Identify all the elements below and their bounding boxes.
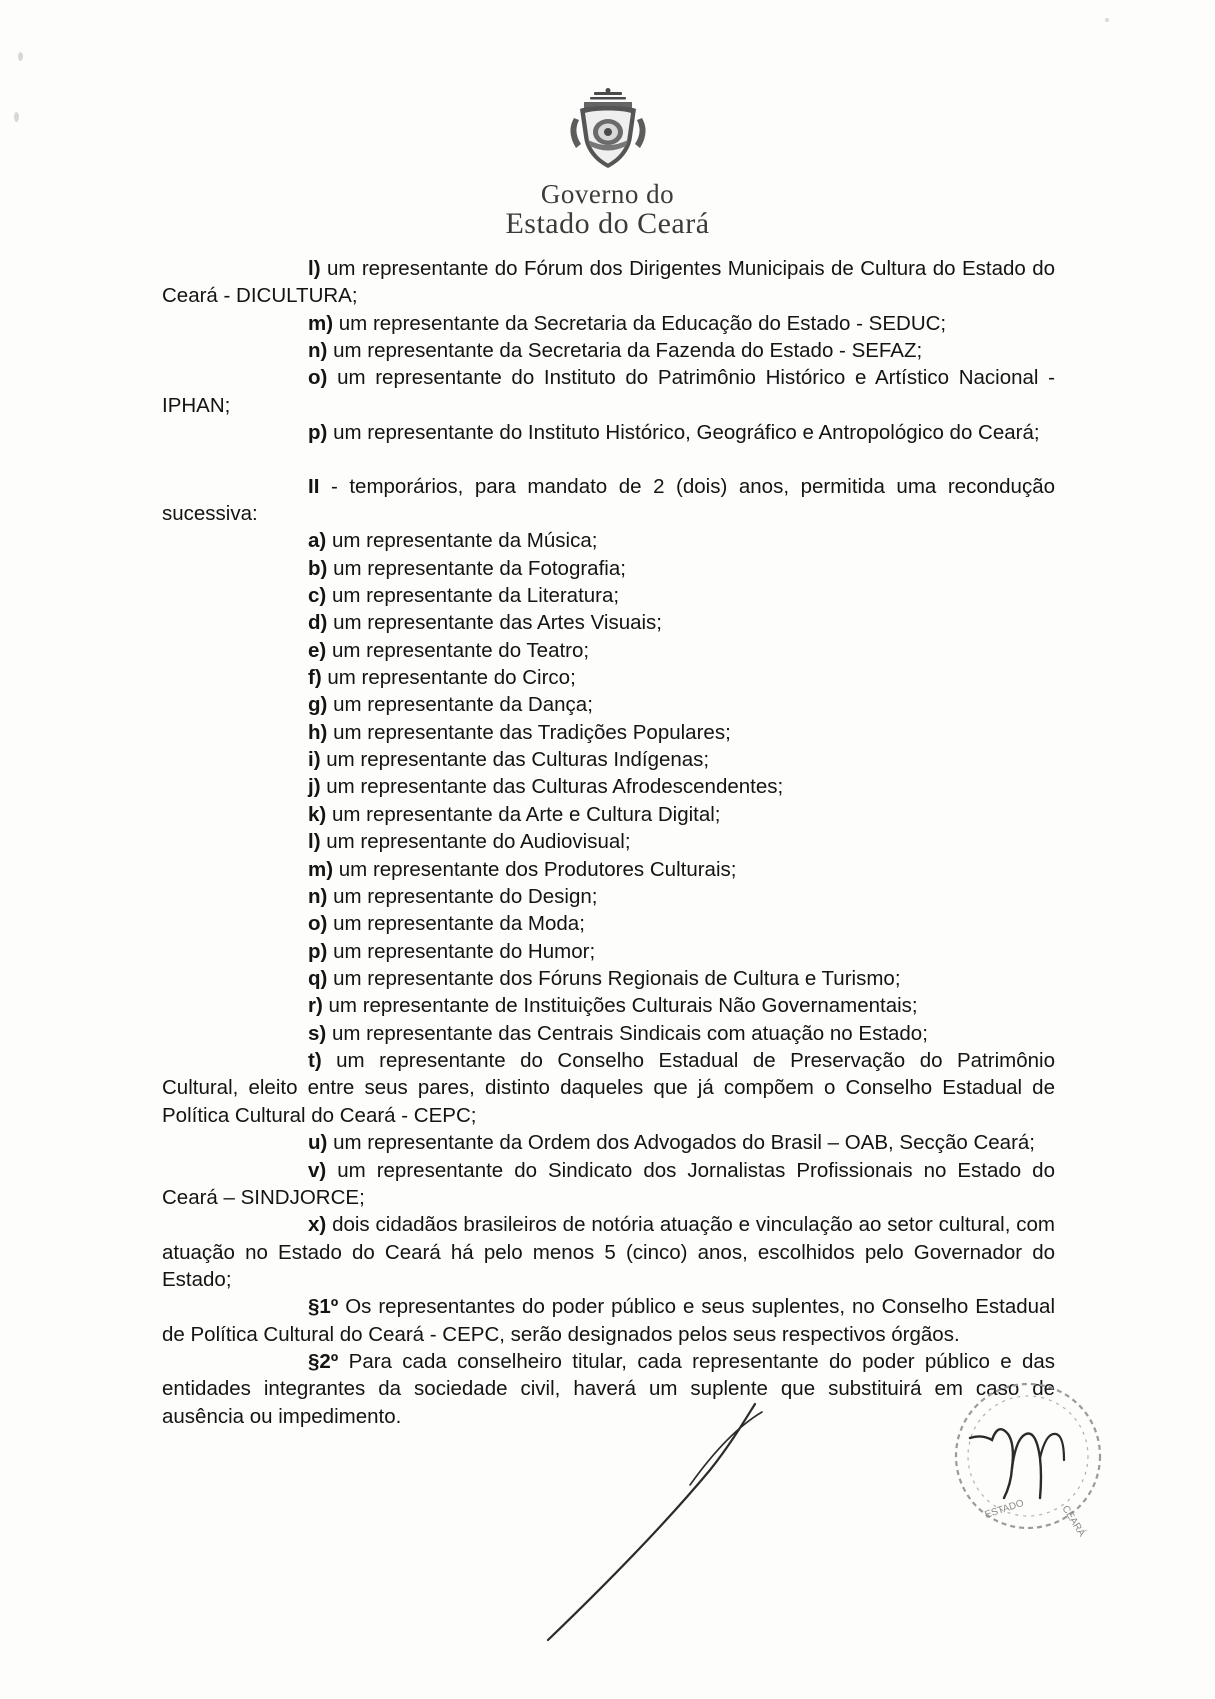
clause-marker: b)	[308, 556, 328, 580]
clause-n	[162, 337, 1055, 364]
clause-marker: o)	[308, 366, 328, 390]
clause-l	[162, 255, 1055, 310]
clause-e	[162, 637, 1055, 664]
clause-n2	[162, 883, 1055, 910]
clause-u	[162, 1129, 1055, 1156]
clause-marker: t)	[308, 1049, 322, 1073]
clause-marker: e)	[308, 638, 327, 662]
ceara-state-coat-of-arms-icon	[554, 88, 662, 174]
scan-speck	[18, 52, 23, 61]
scan-speck	[1105, 18, 1109, 22]
clause-marker: q)	[308, 966, 328, 990]
clause-marker: v)	[308, 1158, 327, 1182]
clause-marker: j)	[308, 775, 321, 799]
clause-t	[162, 1047, 1055, 1129]
clause-o2	[162, 910, 1055, 937]
clause-text: um representante das Centrais Sindicais com atuação no Estado;	[331, 1021, 928, 1045]
paragraph-text: Os representantes do poder público e seus suplentes, no Conselho Estadual de Política Cultural do Ceará - CEPC, serão designados pelos seus respectivos órgãos.	[162, 1295, 1056, 1346]
clause-x	[162, 1211, 1055, 1293]
clause-marker: p)	[308, 421, 328, 445]
clause-text: um representante do Design;	[333, 884, 598, 908]
clause-marker: r)	[308, 994, 323, 1018]
clause-l2	[162, 828, 1055, 855]
clause-marker: k)	[308, 802, 327, 826]
clause-text: um representante das Tradições Populares;	[333, 720, 731, 744]
clause-s	[162, 1020, 1055, 1047]
clause-marker: p)	[308, 939, 328, 963]
clause-marker: d)	[308, 611, 328, 635]
clause-text: um representante do Sindicato dos Jornalistas Profissionais no Estado do Ceará – SINDJORCE;	[162, 1158, 1055, 1209]
clause-text: um representante dos Fóruns Regionais de Cultura e Turismo;	[333, 966, 901, 990]
clause-marker: o)	[308, 912, 328, 936]
svg-text:ESTADO: ESTADO	[983, 1497, 1026, 1521]
clause-marker: c)	[308, 583, 327, 607]
clause-marker: s)	[308, 1021, 327, 1045]
document-body	[162, 255, 1055, 1430]
clause-text: um representante dos Produtores Culturais;	[338, 857, 737, 881]
clause-q	[162, 965, 1055, 992]
clause-marker: g)	[308, 693, 328, 717]
clause-text: um representante do Humor;	[333, 939, 596, 963]
clause-m2	[162, 856, 1055, 883]
clause-d	[162, 609, 1055, 636]
clause-marker: i)	[308, 748, 321, 772]
clause-marker: n)	[308, 884, 328, 908]
clause-c	[162, 582, 1055, 609]
paragraph-marker: §1º	[308, 1295, 339, 1319]
paragraph-marker: §2º	[308, 1350, 339, 1374]
clause-text: um representante das Artes Visuais;	[333, 611, 663, 635]
clause-marker: l)	[308, 830, 321, 854]
clause-text: um representante de Instituições Culturais Não Governamentais;	[328, 994, 918, 1018]
clause-i	[162, 746, 1055, 773]
clause-j	[162, 773, 1055, 800]
clause-text: um representante da Dança;	[333, 693, 593, 717]
clause-text: um representante da Fotografia;	[333, 556, 626, 580]
clause-marker: f)	[308, 666, 322, 690]
clause-a	[162, 527, 1055, 554]
document-header	[0, 88, 1215, 240]
clause-o	[162, 364, 1055, 419]
clause-text: um representante da Arte e Cultura Digital;	[331, 802, 721, 826]
clause-text: um representante da Ordem dos Advogados do Brasil – OAB, Secção Ceará;	[333, 1131, 1036, 1155]
clause-k	[162, 801, 1055, 828]
section-marker: II	[308, 474, 320, 498]
clause-g	[162, 691, 1055, 718]
paragraph-text: Para cada conselheiro titular, cada representante do poder público e das entidades integrantes da sociedade civil, haverá um suplente que substituirá em caso de ausência ou impedimento.	[162, 1350, 1056, 1428]
clause-text: um representante do Audiovisual;	[326, 830, 631, 854]
clause-r	[162, 992, 1055, 1019]
government-line-2: Estado do Ceará	[505, 207, 710, 241]
paragraph-1	[162, 1293, 1055, 1348]
clause-text: um representante da Secretaria da Educação do Estado - SEDUC;	[338, 311, 947, 335]
clause-m	[162, 310, 1055, 337]
clause-marker: u)	[308, 1131, 328, 1155]
clause-p2	[162, 938, 1055, 965]
clause-marker: n)	[308, 339, 328, 363]
clause-text: um representante do Teatro;	[331, 638, 590, 662]
clause-text: um representante da Música;	[331, 529, 598, 553]
svg-text:CEARÁ: CEARÁ	[1059, 1503, 1088, 1539]
clause-text: um representante do Conselho Estadual de Preservação do Patrimônio Cultural, eleito entre seus pares, distinto daqueles que já compõem o Conselho Estadual de Política Cultural do Ceará - CEPC;	[162, 1049, 1055, 1127]
clause-marker: m)	[308, 311, 334, 335]
clause-marker: x)	[308, 1213, 327, 1237]
clause-marker: a)	[308, 529, 327, 553]
clause-p	[162, 419, 1055, 446]
clause-text: um representante do Instituto Histórico, Geográfico e Antropológico do Ceará;	[333, 421, 1040, 445]
clause-b	[162, 555, 1055, 582]
clause-marker: h)	[308, 720, 328, 744]
clause-text: um representante das Culturas Indígenas;	[326, 748, 710, 772]
clause-marker: l)	[308, 257, 321, 280]
clause-text: um representante das Culturas Afrodescendentes;	[326, 775, 784, 799]
government-line-1: Governo do	[540, 179, 675, 209]
section-ii	[162, 473, 1055, 528]
clause-f	[162, 664, 1055, 691]
clause-text: um representante da Moda;	[333, 912, 585, 936]
clause-text: um representante do Instituto do Patrimônio Histórico e Artístico Nacional - IPHAN;	[162, 366, 1055, 417]
clause-h	[162, 719, 1055, 746]
clause-text: um representante da Secretaria da Fazenda do Estado - SEFAZ;	[333, 339, 923, 363]
clause-v	[162, 1157, 1055, 1212]
clause-text: dois cidadãos brasileiros de notória atuação e vinculação ao setor cultural, com atuação no Estado do Ceará há pelo menos 5 (cinco) anos, escolhidos pelo Governador do Estado;	[162, 1213, 1055, 1291]
section-text: - temporários, para mandato de 2 (dois) anos, permitida uma recondução sucessiva:	[162, 474, 1055, 525]
clause-text: um representante do Fórum dos Dirigentes Municipais de Cultura do Estado do Ceará - DICULTURA;	[162, 257, 1055, 308]
paragraph-2	[162, 1348, 1055, 1430]
clause-text: um representante do Circo;	[327, 666, 576, 690]
clause-marker: m)	[308, 857, 334, 881]
spacer	[162, 447, 1055, 473]
clause-text: um representante da Literatura;	[331, 583, 620, 607]
